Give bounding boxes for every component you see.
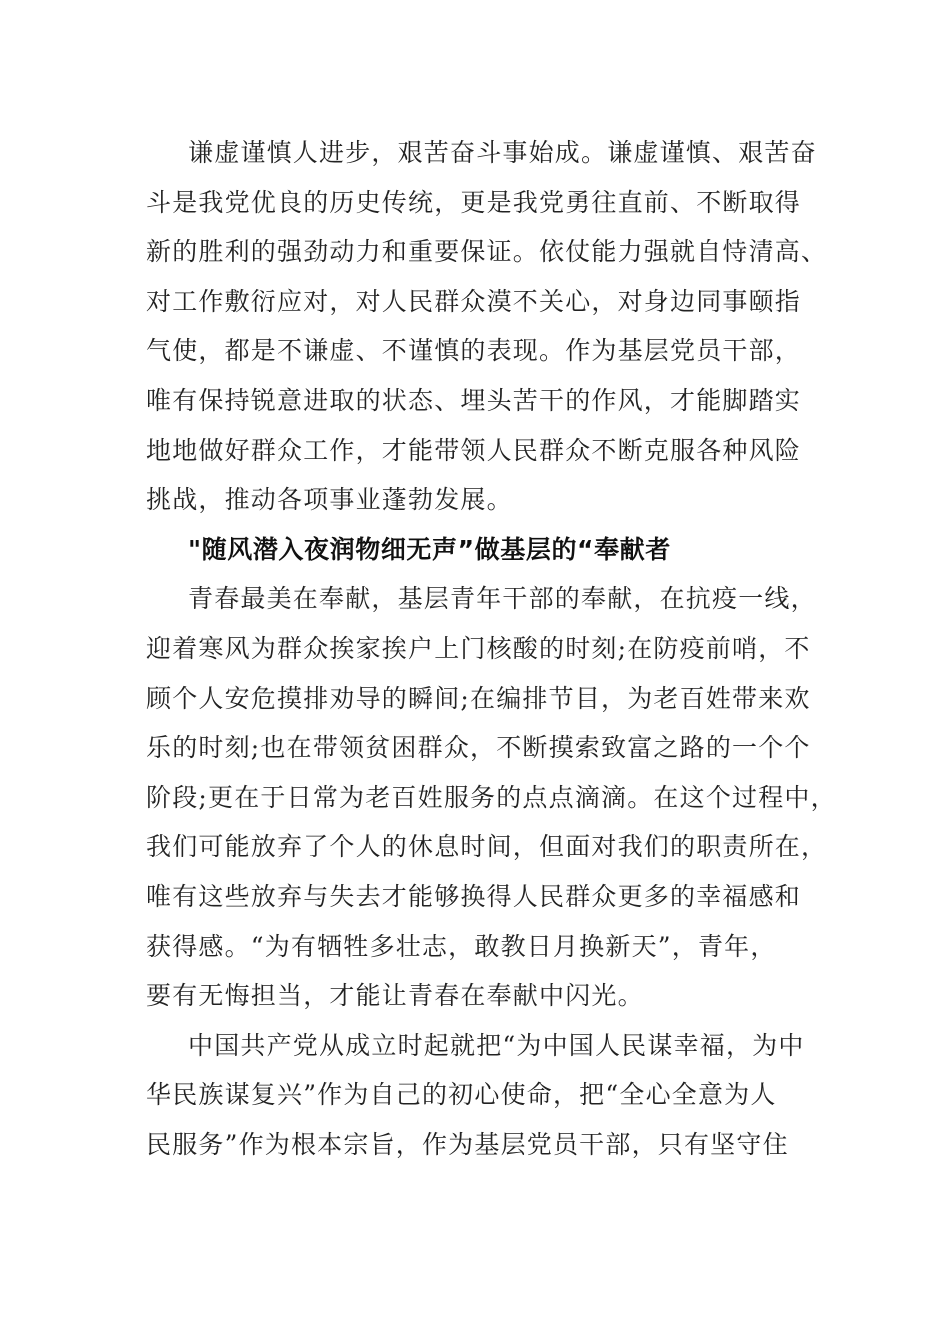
text-line: 获得感。“为有牺牲多壮志，敢教日月换新天”，青年， (146, 931, 777, 961)
text-line: 地地做好群众工作，才能带领人民群众不断克服各种风险 (146, 435, 802, 465)
text-line: 挑战，推动各项事业蓬勃发展。 (146, 485, 513, 515)
text-line: 要有无悔担当，才能让青春在奉献中闪光。 (146, 981, 644, 1011)
paragraph-mission (146, 1021, 816, 1170)
document-body (146, 128, 837, 1169)
text-line: 我们可能放弃了个人的休息时间，但面对我们的职责所在， (146, 832, 828, 862)
section-heading (146, 525, 816, 575)
text-line: 中国共产党从成立时起就把“为中国人民谋幸福，为中 (188, 1030, 805, 1060)
text-line: 民服务”作为根本宗旨，作为基层党员干部，只有坚守住 (146, 1129, 789, 1159)
paragraph-dedication (146, 574, 837, 1020)
text-line: 迎着寒风为群众挨家挨户上门核酸的时刻;在防疫前哨，不 (146, 633, 811, 663)
text-line: 华民族谋复兴”作为自己的初心使命，把“全心全意为人 (146, 1080, 777, 1110)
text-line: 唯有这些放弃与失去才能够换得人民群众更多的幸福感和 (146, 881, 802, 911)
paragraph-humility (146, 128, 828, 525)
text-line: 乐的时刻;也在带领贫困群众，不断摸索致富之路的一个个 (146, 733, 811, 763)
text-line: 唯有保持锐意进取的状态、埋头苦干的作风，才能脚踏实 (146, 385, 802, 415)
text-line: 青春最美在奉献，基层青年干部的奉献，在抗疫一线， (188, 584, 817, 614)
section-heading-text: "随风潜入夜润物细无声”做基层的“奉献者 (188, 534, 671, 564)
text-line: 气使，都是不谦虚、不谨慎的表现。作为基层党员干部， (146, 336, 802, 366)
text-line: 对工作敷衍应对，对人民群众漠不关心，对身边同事颐指 (146, 286, 802, 316)
text-line: 斗是我党优良的历史传统，更是我党勇往直前、不断取得 (146, 187, 802, 217)
text-line: 新的胜利的强劲动力和重要保证。依仗能力强就自恃清高、 (146, 237, 828, 267)
text-line: 谦虚谨慎人进步，艰苦奋斗事始成。谦虚谨慎、艰苦奋 (188, 138, 817, 167)
text-line: 顾个人安危摸排劝导的瞬间;在编排节目，为老百姓带来欢 (146, 683, 811, 713)
text-line: 阶段;更在于日常为老百姓服务的点点滴滴。在这个过程中， (146, 782, 837, 812)
